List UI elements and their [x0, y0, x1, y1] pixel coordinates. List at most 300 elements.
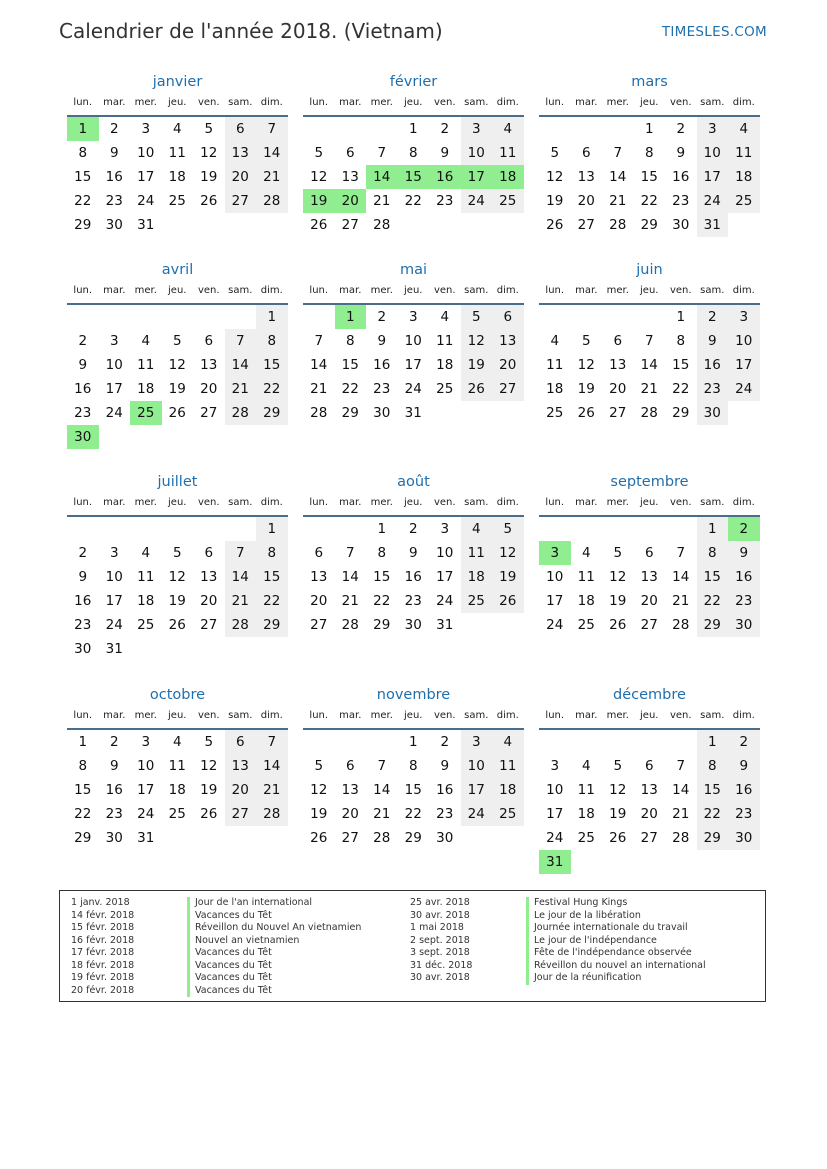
day-cell: 20 — [577, 193, 595, 209]
empty-cell — [225, 517, 257, 541]
day-cell: 7 — [377, 758, 387, 774]
legend-row — [410, 972, 706, 985]
legend-row — [71, 972, 361, 985]
weekday-label: mar. — [339, 710, 362, 721]
day-cell: 21 — [373, 193, 391, 209]
day-cell: 27 — [225, 189, 257, 213]
weekday-label: sam. — [700, 285, 725, 296]
day-cell: 10 — [105, 569, 123, 585]
holiday-name: Journée internationale du travail — [526, 922, 688, 935]
empty-cell — [602, 730, 634, 754]
weekday-label: lun. — [545, 710, 565, 721]
weekday-header — [67, 706, 288, 730]
month-name: décembre — [613, 687, 686, 703]
day-cell: 12 — [609, 782, 627, 798]
weekday-label: mer. — [370, 97, 393, 108]
day-cell: 24 — [546, 617, 564, 633]
day-cell: 19 — [168, 593, 186, 609]
holiday-date: 1 janv. 2018 — [71, 897, 130, 908]
empty-cell — [193, 213, 225, 237]
month-name: avril — [161, 262, 194, 278]
weekday-label: mar. — [575, 97, 598, 108]
day-cell: 7 — [225, 541, 257, 565]
month-décembre — [539, 684, 760, 874]
weekday-label: sam. — [228, 285, 253, 296]
empty-cell — [256, 637, 288, 661]
empty-cell — [539, 305, 571, 329]
day-cell: 30 — [67, 425, 99, 449]
day-cell: 8 — [78, 758, 88, 774]
day-cell: 29 — [74, 217, 92, 233]
day-cell: 22 — [256, 377, 288, 401]
empty-cell — [193, 425, 225, 449]
day-cell: 14 — [366, 165, 398, 189]
day-cell: 9 — [728, 754, 760, 778]
day-cell: 27 — [609, 405, 627, 421]
day-cell: 5 — [613, 758, 623, 774]
day-cell: 2 — [377, 309, 387, 325]
empty-cell — [728, 401, 760, 425]
empty-cell — [634, 517, 666, 541]
day-cell: 28 — [672, 830, 690, 846]
weekday-label: dim. — [496, 710, 519, 721]
day-cell: 12 — [168, 357, 186, 373]
day-cell: 14 — [640, 357, 658, 373]
day-cell: 14 — [225, 565, 257, 589]
weekday-label: sam. — [700, 497, 725, 508]
day-cell: 29 — [256, 613, 288, 637]
weekday-label: sam. — [464, 497, 489, 508]
day-cell: 9 — [78, 569, 88, 585]
day-cell: 5 — [550, 145, 560, 161]
holiday-date: 30 avr. 2018 — [410, 972, 470, 983]
day-cell: 17 — [461, 165, 493, 189]
day-cell: 18 — [168, 169, 186, 185]
day-cell: 8 — [408, 145, 418, 161]
day-cell: 20 — [640, 593, 658, 609]
day-cell: 9 — [697, 329, 729, 353]
day-cell: 14 — [225, 353, 257, 377]
day-cell: 24 — [404, 381, 422, 397]
holiday-date: 17 févr. 2018 — [71, 947, 135, 958]
day-cell: 22 — [697, 589, 729, 613]
day-cell: 15 — [672, 357, 690, 373]
day-cell: 7 — [256, 730, 288, 754]
day-cell: 4 — [440, 309, 450, 325]
weekday-label: ven. — [433, 710, 456, 721]
day-cell: 16 — [697, 353, 729, 377]
holiday-name: Jour de l'an international — [187, 897, 312, 910]
weekday-label: dim. — [496, 97, 519, 108]
day-cell: 12 — [168, 569, 186, 585]
page-title: Calendrier de l'année 2018. (Vietnam) — [59, 19, 443, 43]
day-cell: 12 — [492, 541, 524, 565]
day-cell: 28 — [672, 617, 690, 633]
day-cell: 3 — [440, 521, 450, 537]
weekday-label: mer. — [606, 97, 629, 108]
brand-link[interactable]: TIMESLES.COM — [661, 24, 767, 40]
weekday-label: jeu. — [640, 285, 659, 296]
day-grid — [303, 730, 524, 850]
day-cell: 6 — [345, 758, 355, 774]
day-cell: 31 — [697, 213, 729, 237]
day-cell: 3 — [461, 117, 493, 141]
holiday-legend — [59, 890, 766, 1002]
day-cell: 2 — [676, 121, 686, 137]
day-cell: 29 — [404, 830, 422, 846]
day-cell: 1 — [377, 521, 387, 537]
day-cell: 8 — [697, 541, 729, 565]
day-cell: 6 — [613, 333, 623, 349]
weekday-label: sam. — [228, 497, 253, 508]
empty-cell — [225, 213, 257, 237]
empty-cell — [461, 401, 493, 425]
month-name: juin — [636, 262, 663, 278]
day-cell: 17 — [461, 778, 493, 802]
day-cell: 14 — [310, 357, 328, 373]
day-cell: 14 — [672, 782, 690, 798]
day-cell: 31 — [137, 217, 155, 233]
empty-cell — [193, 517, 225, 541]
day-cell: 13 — [640, 569, 658, 585]
empty-cell — [162, 826, 194, 850]
day-cell: 11 — [728, 141, 760, 165]
day-cell: 18 — [436, 357, 454, 373]
empty-cell — [67, 517, 99, 541]
day-cell: 15 — [697, 565, 729, 589]
weekday-label: mer. — [134, 497, 157, 508]
day-cell: 12 — [310, 782, 328, 798]
day-cell: 1 — [256, 305, 288, 329]
holiday-name: Festival Hung Kings — [526, 897, 627, 910]
month-name: juillet — [157, 474, 198, 490]
day-cell: 19 — [310, 806, 328, 822]
day-cell: 29 — [697, 826, 729, 850]
day-cell: 5 — [581, 333, 591, 349]
day-cell: 22 — [672, 381, 690, 397]
day-cell: 13 — [225, 141, 257, 165]
day-cell: 26 — [609, 830, 627, 846]
day-cell: 8 — [377, 545, 387, 561]
empty-cell — [571, 117, 603, 141]
day-cell: 25 — [492, 802, 524, 826]
day-cell: 11 — [492, 754, 524, 778]
month-mai — [303, 259, 524, 425]
empty-cell — [398, 213, 430, 237]
empty-cell — [162, 517, 194, 541]
weekday-header — [303, 281, 524, 305]
day-cell: 21 — [310, 381, 328, 397]
day-cell: 8 — [78, 145, 88, 161]
day-cell: 21 — [609, 193, 627, 209]
weekday-label: ven. — [433, 285, 456, 296]
day-cell: 24 — [461, 802, 493, 826]
empty-cell — [162, 637, 194, 661]
empty-cell — [492, 613, 524, 637]
day-cell: 21 — [672, 593, 690, 609]
empty-cell — [539, 730, 571, 754]
empty-cell — [665, 730, 697, 754]
day-cell: 9 — [728, 541, 760, 565]
holiday-name: Vacances du Têt — [187, 960, 272, 973]
day-cell: 26 — [168, 405, 186, 421]
legend-row — [71, 985, 361, 998]
empty-cell — [256, 213, 288, 237]
day-cell: 27 — [640, 617, 658, 633]
day-cell: 25 — [461, 589, 493, 613]
holiday-date: 1 mai 2018 — [410, 922, 464, 933]
day-cell: 31 — [436, 617, 454, 633]
day-cell: 21 — [341, 593, 359, 609]
empty-cell — [67, 305, 99, 329]
day-cell: 15 — [256, 353, 288, 377]
day-cell: 15 — [74, 782, 92, 798]
weekday-label: ven. — [669, 285, 692, 296]
day-cell: 20 — [640, 806, 658, 822]
day-cell: 8 — [256, 329, 288, 353]
month-name: novembre — [376, 687, 451, 703]
weekday-label: jeu. — [168, 285, 187, 296]
day-cell: 27 — [225, 802, 257, 826]
weekday-label: dim. — [496, 285, 519, 296]
day-cell: 26 — [310, 217, 328, 233]
day-cell: 3 — [141, 121, 151, 137]
day-cell: 27 — [577, 217, 595, 233]
day-cell: 16 — [74, 381, 92, 397]
day-cell: 20 — [341, 806, 359, 822]
weekday-label: lun. — [309, 97, 329, 108]
day-cell: 19 — [168, 381, 186, 397]
holiday-date: 19 févr. 2018 — [71, 972, 135, 983]
weekday-label: sam. — [464, 97, 489, 108]
day-cell: 1 — [78, 734, 88, 750]
day-cell: 21 — [225, 589, 257, 613]
day-cell: 9 — [109, 758, 119, 774]
day-cell: 31 — [137, 830, 155, 846]
legend-row — [410, 960, 706, 973]
day-cell: 11 — [492, 141, 524, 165]
day-cell: 25 — [130, 401, 162, 425]
empty-cell — [225, 637, 257, 661]
day-cell: 28 — [225, 401, 257, 425]
day-cell: 27 — [310, 617, 328, 633]
day-cell: 11 — [461, 541, 493, 565]
day-cell: 17 — [105, 381, 123, 397]
day-cell: 26 — [168, 617, 186, 633]
day-cell: 3 — [408, 309, 418, 325]
empty-cell — [461, 826, 493, 850]
day-cell: 11 — [168, 758, 186, 774]
day-cell: 27 — [640, 830, 658, 846]
day-cell: 15 — [697, 778, 729, 802]
day-cell: 10 — [461, 141, 493, 165]
empty-cell — [130, 637, 162, 661]
day-cell: 24 — [105, 405, 123, 421]
holiday-name: Vacances du Têt — [187, 972, 272, 985]
day-cell: 1 — [335, 305, 367, 329]
day-grid — [67, 117, 288, 237]
day-cell: 14 — [373, 782, 391, 798]
day-cell: 30 — [672, 217, 690, 233]
day-cell: 27 — [200, 617, 218, 633]
day-cell: 15 — [341, 357, 359, 373]
day-cell: 26 — [492, 589, 524, 613]
day-cell: 22 — [404, 193, 422, 209]
day-cell: 20 — [492, 353, 524, 377]
weekday-label: dim. — [260, 710, 283, 721]
day-cell: 19 — [461, 353, 493, 377]
weekday-label: lun. — [73, 497, 93, 508]
empty-cell — [193, 637, 225, 661]
day-cell: 8 — [697, 754, 729, 778]
legend-row — [71, 960, 361, 973]
day-cell: 26 — [461, 377, 493, 401]
weekday-label: mer. — [606, 497, 629, 508]
empty-cell — [99, 305, 131, 329]
weekday-label: jeu. — [168, 497, 187, 508]
day-cell: 7 — [345, 545, 355, 561]
weekday-header — [67, 93, 288, 117]
day-cell: 18 — [137, 593, 155, 609]
day-cell: 23 — [105, 806, 123, 822]
weekday-label: ven. — [197, 97, 220, 108]
day-cell: 4 — [492, 117, 524, 141]
day-cell: 23 — [74, 405, 92, 421]
holiday-date: 14 févr. 2018 — [71, 909, 135, 921]
weekday-label: mar. — [339, 497, 362, 508]
day-cell: 12 — [200, 758, 218, 774]
month-name: février — [389, 74, 438, 90]
day-cell: 12 — [461, 329, 493, 353]
weekday-label: lun. — [309, 285, 329, 296]
day-cell: 11 — [546, 357, 564, 373]
legend-row — [71, 935, 361, 948]
day-cell: 13 — [640, 782, 658, 798]
day-cell: 4 — [141, 333, 151, 349]
day-cell: 25 — [436, 381, 454, 397]
day-cell: 5 — [172, 333, 182, 349]
day-cell: 5 — [204, 734, 214, 750]
day-cell: 18 — [461, 565, 493, 589]
day-cell: 6 — [204, 545, 214, 561]
holiday-name: Le jour de la libération — [526, 910, 641, 923]
holiday-date: 15 févr. 2018 — [71, 922, 135, 933]
day-cell: 17 — [137, 782, 155, 798]
day-cell: 9 — [109, 145, 119, 161]
day-cell: 5 — [204, 121, 214, 137]
day-cell: 17 — [697, 165, 729, 189]
day-cell: 30 — [373, 405, 391, 421]
day-cell: 2 — [408, 521, 418, 537]
day-cell: 25 — [168, 806, 186, 822]
weekday-label: mer. — [134, 97, 157, 108]
empty-cell — [665, 517, 697, 541]
day-cell: 27 — [200, 405, 218, 421]
day-cell: 9 — [440, 758, 450, 774]
empty-cell — [571, 305, 603, 329]
weekday-label: jeu. — [404, 710, 423, 721]
day-cell: 10 — [697, 141, 729, 165]
day-cell: 8 — [256, 541, 288, 565]
day-cell: 13 — [609, 357, 627, 373]
day-cell: 15 — [640, 169, 658, 185]
day-cell: 29 — [341, 405, 359, 421]
day-cell: 17 — [105, 593, 123, 609]
day-cell: 10 — [546, 569, 564, 585]
day-cell: 10 — [728, 329, 760, 353]
day-cell: 25 — [577, 617, 595, 633]
day-cell: 22 — [341, 381, 359, 397]
day-cell: 30 — [404, 617, 422, 633]
weekday-label: sam. — [700, 97, 725, 108]
month-novembre — [303, 684, 524, 850]
legend-row — [410, 935, 706, 948]
day-cell: 2 — [728, 730, 760, 754]
weekday-label: dim. — [260, 497, 283, 508]
day-cell: 7 — [225, 329, 257, 353]
day-cell: 10 — [105, 357, 123, 373]
month-name: mars — [631, 74, 668, 90]
day-grid — [67, 517, 288, 661]
weekday-label: mer. — [370, 710, 393, 721]
day-cell: 16 — [105, 169, 123, 185]
day-cell: 1 — [256, 517, 288, 541]
day-cell: 20 — [200, 381, 218, 397]
weekday-label: ven. — [669, 97, 692, 108]
weekday-label: lun. — [309, 497, 329, 508]
day-cell: 21 — [256, 778, 288, 802]
day-cell: 23 — [672, 193, 690, 209]
day-cell: 25 — [728, 189, 760, 213]
day-cell: 9 — [78, 357, 88, 373]
day-grid — [67, 305, 288, 449]
day-cell: 25 — [546, 405, 564, 421]
month-name: août — [397, 474, 430, 490]
holiday-date: 3 sept. 2018 — [410, 947, 470, 958]
empty-cell — [225, 305, 257, 329]
empty-cell — [492, 826, 524, 850]
weekday-label: sam. — [700, 710, 725, 721]
day-cell: 23 — [105, 193, 123, 209]
empty-cell — [571, 850, 603, 874]
holiday-date: 2 sept. 2018 — [410, 934, 470, 946]
day-cell: 14 — [256, 754, 288, 778]
day-cell: 13 — [200, 569, 218, 585]
day-cell: 6 — [644, 545, 654, 561]
day-cell: 12 — [609, 569, 627, 585]
day-cell: 7 — [314, 333, 324, 349]
month-name: septembre — [610, 474, 689, 490]
day-cell: 2 — [728, 517, 760, 541]
empty-cell — [429, 213, 461, 237]
weekday-header — [539, 93, 760, 117]
weekday-label: ven. — [433, 97, 456, 108]
weekday-label: jeu. — [640, 97, 659, 108]
day-cell: 24 — [105, 617, 123, 633]
day-cell: 7 — [676, 545, 686, 561]
weekday-label: mer. — [134, 710, 157, 721]
weekday-label: mar. — [103, 285, 126, 296]
day-cell: 19 — [492, 565, 524, 589]
month-name: octobre — [149, 687, 206, 703]
day-cell: 3 — [109, 545, 119, 561]
day-cell: 17 — [546, 806, 564, 822]
empty-cell — [634, 850, 666, 874]
day-cell: 21 — [672, 806, 690, 822]
holiday-name: Fête de l'indépendance observée — [526, 947, 692, 960]
empty-cell — [492, 213, 524, 237]
legend-row — [71, 897, 361, 910]
